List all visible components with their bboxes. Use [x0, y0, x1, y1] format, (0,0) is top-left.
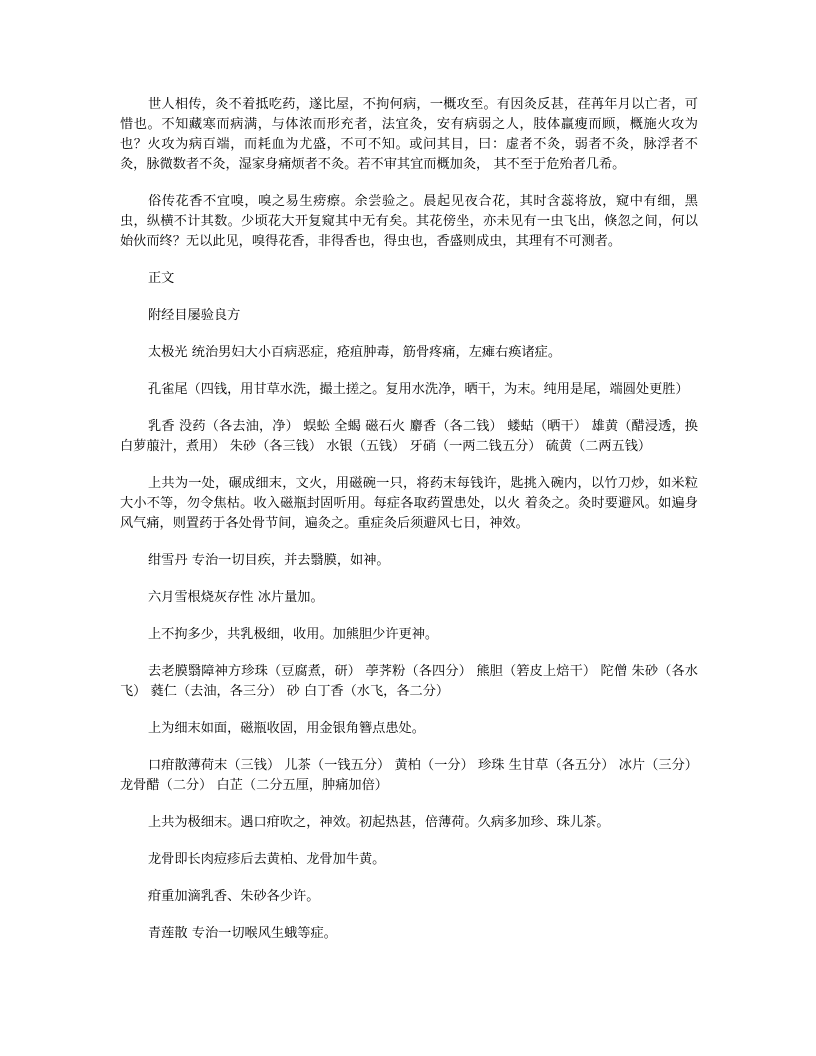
paragraph-taiji-light: 太极光 统治男妇大小百病恶症，疮疽肿毒，筋骨疼痛，左瘫右痪诸症。 [148, 345, 562, 360]
paragraph-ganxue-dan: 绀雪丹 专治一切目疾，并去翳膜，如神。 [148, 553, 390, 568]
paragraph-preparation-method: 上共为一处，碾成细末，文火，用磁碗一只，将药末每钱许，匙挑入碗内，以竹刀炒，如米粒大小不等，勿令焦枯。收入磁瓶封固听用。每症各取药置患处，以火 着灸之。灸时要避风。如遍身风气痛，则置药于各处骨节间，遍灸之。重症灸后须避风七日，神效。 [120, 476, 698, 531]
paragraph-mouth-sore-powder: 口疳散薄荷末（三钱） 儿茶（一钱五分） 黄柏（一分） 珍珠 生甘草（各五分） 冰片（三分） 龙骨醋（二分） 白芷（二分五厘，肿痛加倍） [120, 758, 698, 793]
paragraph-ingredients-list: 乳香 没药（各去油，净） 蜈蚣 全蝎 磁石火 麝香（各二钱） 蝼蛄（晒干） 雄黄（醋浸透，换白萝菔汁，煮用） 朱砂（各三钱） 水银（五钱） 牙硝（一两二钱五分） 硫黄（二两五钱） [120, 419, 698, 454]
paragraph-june-snow-root: 六月雪根烧灰存性 冰片量加。 [148, 590, 324, 605]
paragraph-cataract-formula: 去老膜翳障神方珍珠（豆腐煮，研） 荸荠粉（各四分） 熊胆（箬皮上焙干） 陀僧 朱砂（各水飞） 蕤仁（去油，各三分） 砂 白丁香（水飞，各二分） [120, 664, 698, 699]
paragraph-moxibustion-caution: 世人相传，灸不着抵吃药，遂比屋，不拘何病，一概攻至。有因灸反甚，荏苒年月以亡者，可惜也。不知藏寒而病满，与体浓而形充者，法宜灸，安有病弱之人，肢体羸瘦而顾，概施火攻为也？火攻为病百端，而耗血为尤盛，不可不知。或问其目，曰：虚者不灸，弱者不灸，脉浮者不灸，脉微数者不灸，湿家身痛烦者不灸。若不审其宜而概加灸， 其不至于危殆者几希。 [120, 97, 698, 172]
paragraph-peacock-tail: 孔雀尾（四钱，用甘草水洗，撮土搓之。复用水洗净，晒干，为末。纯用是尾，端圆处更胜） [148, 382, 689, 397]
paragraph-grind-fine: 上不拘多少，共乳极细，收用。加熊胆少许更神。 [148, 627, 439, 642]
section-heading-proven-formulas: 附经目屡验良方 [148, 308, 241, 323]
document-page [120, 95, 698, 961]
paragraph-dragon-bone: 龙骨即长肉痘疹后去黄柏、龙骨加牛黄。 [148, 852, 386, 867]
paragraph-mouth-sore-usage: 上共为极细末。遇口疳吹之，神效。初起热甚，倍薄荷。久病多加珍、珠儿茶。 [148, 815, 610, 830]
paragraph-fine-powder: 上为细末如面，磁瓶收固，用金银角簪点患处。 [148, 721, 425, 736]
paragraph-flower-fragrance: 俗传花香不宜嗅，嗅之易生痨瘵。余尝验之。晨起见夜合花，其时含蕊将放，窥中有细，黑虫，纵横不计其数。少顷花大开复窥其中无有矣。其花傍坐，亦未见有一虫飞出，倏忽之间，何以始伙而终？无以此见，嗅得花香，非得香也，得虫也，香盛则成虫，其理有不可测者。 [120, 194, 698, 249]
paragraph-severe-sore: 疳重加滴乳香、朱砂各少许。 [148, 889, 320, 904]
section-heading-main-text: 正文 [148, 271, 175, 286]
paragraph-qinglian-powder: 青莲散 专治一切喉风生蛾等症。 [148, 926, 337, 941]
